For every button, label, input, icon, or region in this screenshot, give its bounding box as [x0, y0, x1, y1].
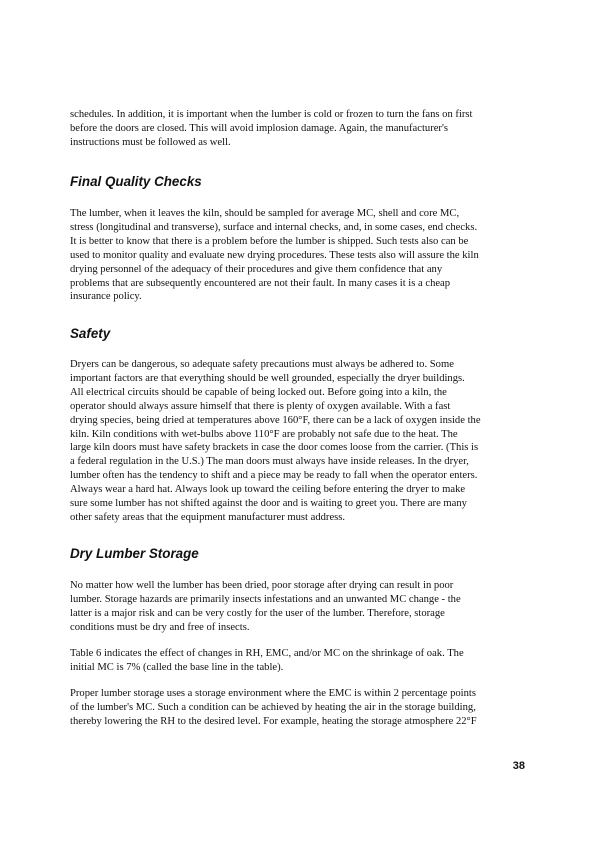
text-line: schedules. In addition, it is important when the lumber is cold or frozen to turn the fans on first — [70, 109, 473, 120]
dry-lumber-storage-paragraph-3 — [70, 687, 530, 729]
page-number: 38 — [512, 760, 525, 772]
text-line: No matter how well the lumber has been dried, poor storage after drying can result in poor — [70, 580, 454, 591]
text-line: before the doors are closed. This will avoid implosion damage. Again, the manufacturer's — [70, 122, 448, 134]
text-line: latter is a major risk and can be very costly for the user of the lumber. Therefore, storage — [70, 607, 445, 619]
text-line: conditions must be dry and free of insects. — [70, 621, 250, 633]
text-line: Always wear a hard hat. Always look up toward the ceiling before entering the dryer to make — [70, 484, 466, 496]
intro-paragraph — [70, 108, 530, 150]
text-line: Proper lumber storage uses a storage environment where the EMC is within 2 percentage points — [70, 688, 476, 699]
text-line: The lumber, when it leaves the kiln, should be sampled for average MC, shell and core MC, — [70, 208, 460, 219]
text-line: important factors are that everything should be well grounded, especially the dryer buildings. — [70, 372, 465, 384]
section-heading-final-quality-checks: Final Quality Checks — [70, 174, 202, 189]
text-line: Table 6 indicates the effect of changes in RH, EMC, and/or MC on the shrinkage of oak. The — [70, 648, 464, 659]
text-line: insurance policy. — [70, 291, 142, 303]
text-line: kiln. Kiln conditions with wet-bulbs above 110°F are probably not safe due to the heat. The — [70, 428, 458, 440]
text-line: operator should always assure himself that there is plenty of oxygen available. With a fast — [70, 400, 451, 412]
text-line: Dryers can be dangerous, so adequate safety precautions must always be adhered to. Some — [70, 359, 454, 370]
text-line: stress (longitudinal and transverse), surface and internal checks, and, in some cases, end checks. — [70, 221, 478, 233]
text-line: thereby lowering the RH to the desired level. For example, heating the storage atmosphere 22°F — [70, 715, 477, 727]
text-line: instructions must be followed as well. — [70, 136, 231, 148]
text-line: lumber. Storage hazards are primarily insects infestations and an unwanted MC change - the — [70, 593, 461, 605]
safety-paragraph — [70, 358, 530, 525]
text-line: a federal regulation in the U.S.) The man doors must always have inside releases. In the dryer, — [70, 456, 469, 468]
text-line: large kiln doors must have safety brackets in case the door comes loose from the carrier. (This is — [70, 442, 479, 454]
section-heading-safety: Safety — [70, 326, 111, 341]
text-line: initial MC is 7% (called the base line in the table). — [70, 661, 284, 673]
text-line: sure some lumber has not shifted against the door and is waiting to greet you. There are many — [70, 498, 467, 510]
text-line: drying personnel of the adequacy of their procedures and give them confidence that any — [70, 263, 443, 275]
text-line: of the lumber's MC. Such a condition can be achieved by heating the air in the storage building, — [70, 701, 476, 713]
section-heading-dry-lumber-storage: Dry Lumber Storage — [70, 546, 199, 561]
text-line: other safety areas that the equipment manufacturer must address. — [70, 511, 346, 523]
text-line: problems that are subsequently encountered are not their fault. In many cases it is a cheap — [70, 277, 451, 289]
text-line: It is better to know that there is a problem before the lumber is shipped. Such tests also can be — [70, 235, 469, 247]
text-line: used to monitor quality and evaluate new drying procedures. These tests also will assure the kiln — [70, 249, 479, 261]
text-line: lumber often has the tendency to shift and a piece may be ready to fall when the operator enters. — [70, 470, 478, 482]
text-line: All electrical circuits should be capable of being locked out. Before going into a kiln, the — [70, 386, 447, 398]
dry-lumber-storage-paragraph-2 — [70, 647, 530, 675]
final-quality-checks-paragraph — [70, 207, 530, 304]
dry-lumber-storage-paragraph-1 — [70, 579, 530, 635]
text-line: drying species, being dried at temperatures above 160°F, there can be a lack of oxygen inside the — [70, 414, 481, 426]
